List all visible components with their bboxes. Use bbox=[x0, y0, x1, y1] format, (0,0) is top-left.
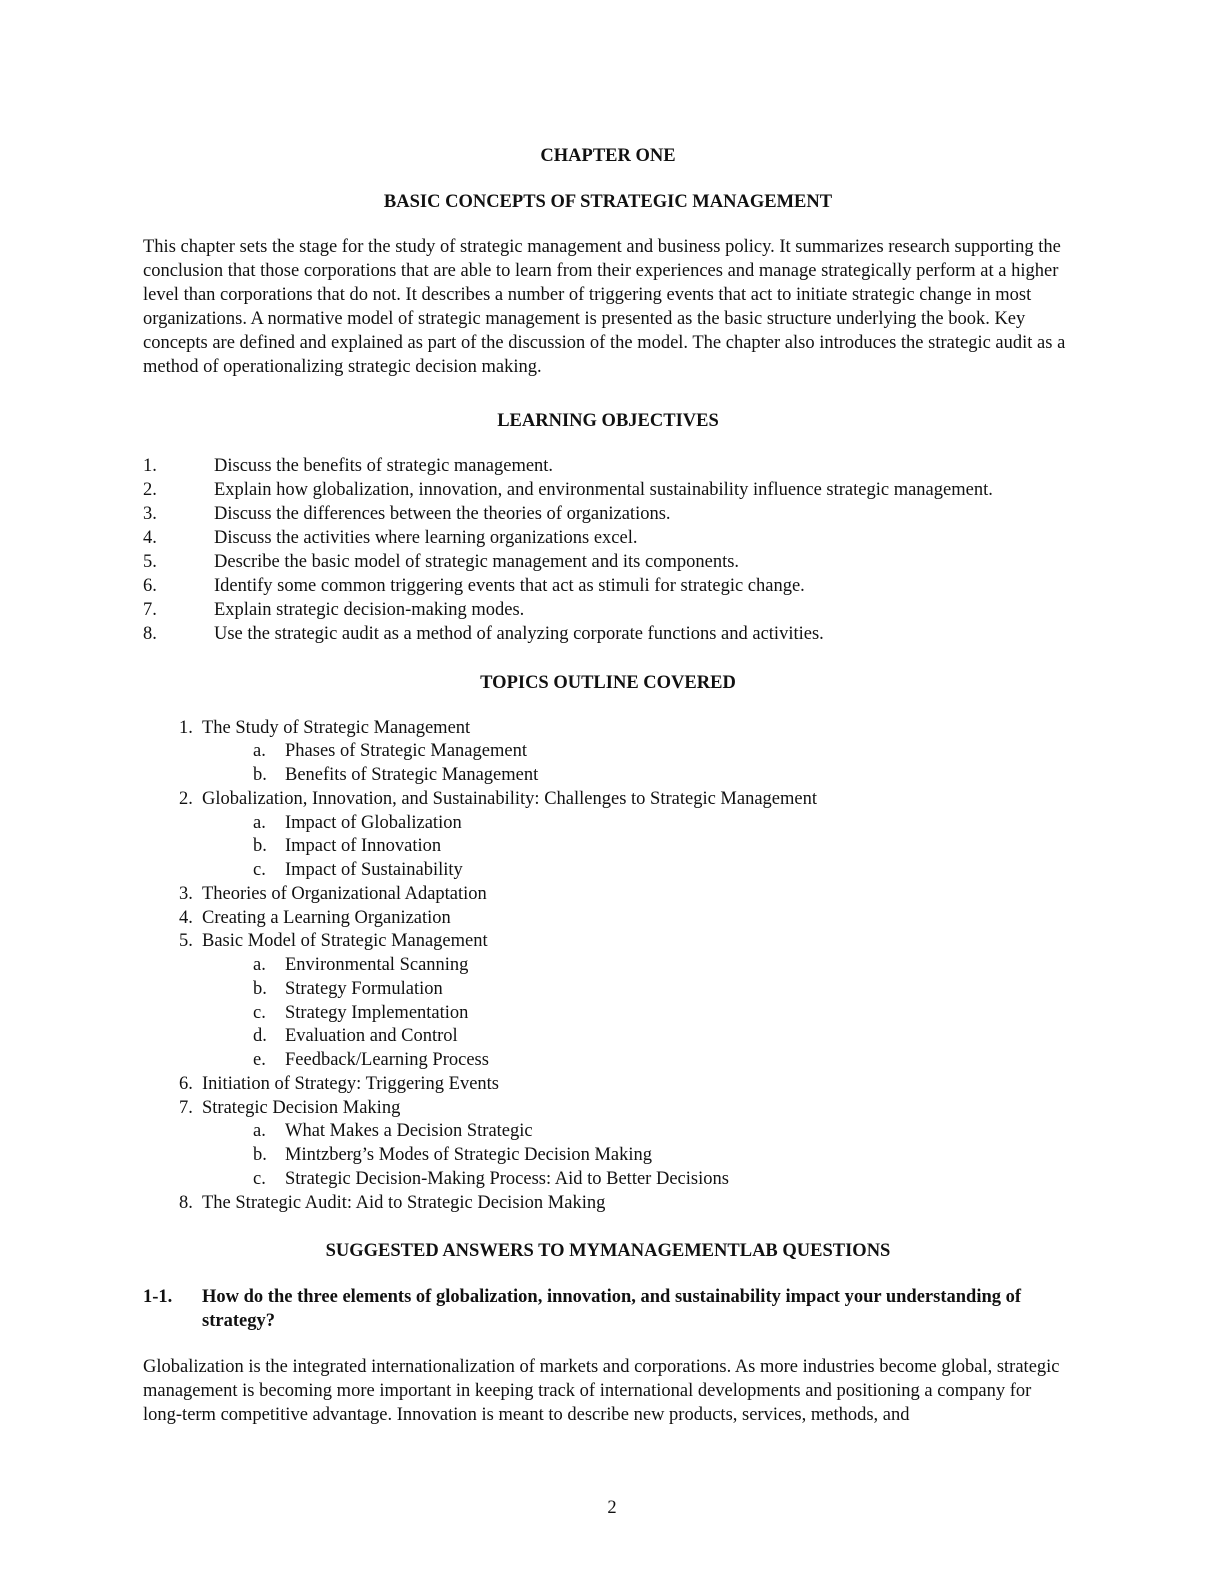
topic-number: 3. bbox=[179, 883, 193, 904]
topic-text: Theories of Organizational Adaptation bbox=[202, 883, 487, 904]
subtopic-text: Evaluation and Control bbox=[285, 1026, 458, 1047]
subtopic-item bbox=[143, 954, 1073, 978]
subtopic-letter-cell bbox=[143, 740, 285, 764]
subtopic-item bbox=[143, 1144, 1073, 1168]
topic-item bbox=[143, 717, 1073, 788]
topic-heading bbox=[143, 1073, 1073, 1097]
topic-heading bbox=[143, 907, 1073, 931]
objective-item bbox=[143, 479, 1073, 503]
objective-number: 6. bbox=[143, 575, 157, 596]
topic-text: The Study of Strategic Management bbox=[202, 717, 471, 738]
subtopic-item bbox=[143, 764, 1073, 788]
subtopic-letter-cell bbox=[143, 1144, 285, 1168]
subtopic-letter: c. bbox=[253, 860, 266, 881]
subtopic-letter-cell bbox=[143, 835, 285, 859]
subtopic-text: Impact of Globalization bbox=[285, 812, 462, 833]
topic-heading bbox=[143, 1097, 1073, 1121]
subtopic-text: Phases of Strategic Management bbox=[285, 741, 527, 762]
topic-heading bbox=[143, 788, 1073, 812]
subtopic-letter: c. bbox=[253, 1168, 266, 1189]
question-number: 1-1. bbox=[143, 1287, 173, 1308]
topic-text: Initiation of Strategy: Triggering Events bbox=[202, 1073, 500, 1094]
topic-number: 4. bbox=[179, 907, 193, 928]
subtopic-list bbox=[143, 1120, 1073, 1191]
objective-text: Use the strategic audit as a method of analyzing corporate functions and activities. bbox=[214, 623, 824, 644]
subtopic-letter: a. bbox=[253, 955, 266, 976]
objective-text: Discuss the differences between the theories of organizations. bbox=[214, 504, 671, 525]
subtopic-text: Strategy Formulation bbox=[285, 978, 443, 999]
topic-number-cell bbox=[143, 883, 202, 907]
topic-number-cell bbox=[143, 1192, 202, 1216]
subtopic-item bbox=[143, 859, 1073, 883]
subtopic-item bbox=[143, 812, 1073, 836]
subtopic-item bbox=[143, 978, 1073, 1002]
topic-item bbox=[143, 788, 1073, 883]
subtopic-letter: e. bbox=[253, 1050, 266, 1071]
subtopic-item bbox=[143, 1168, 1073, 1192]
topics-heading: TOPICS OUTLINE COVERED bbox=[480, 672, 736, 693]
topic-text: Strategic Decision Making bbox=[202, 1097, 401, 1118]
topic-number: 2. bbox=[179, 788, 193, 809]
objective-text: Identify some common triggering events that act as stimuli for strategic change. bbox=[214, 575, 805, 596]
objective-item bbox=[143, 599, 1073, 623]
objective-item bbox=[143, 503, 1073, 527]
question-1-1 bbox=[143, 1285, 1073, 1333]
subtopic-text: Impact of Innovation bbox=[285, 836, 442, 857]
subtopic-letter: b. bbox=[253, 1145, 267, 1166]
topic-heading bbox=[143, 930, 1073, 954]
topics-outline bbox=[143, 717, 1073, 1216]
subtopic-letter: b. bbox=[253, 836, 267, 857]
subtopic-letter-cell bbox=[143, 978, 285, 1002]
subtopic-text: Impact of Sustainability bbox=[285, 860, 463, 881]
document-page bbox=[143, 144, 1073, 1428]
topic-heading bbox=[143, 1192, 1073, 1216]
subtopic-item bbox=[143, 740, 1073, 764]
topic-number: 7. bbox=[179, 1097, 193, 1118]
objective-item bbox=[143, 551, 1073, 575]
subtopic-letter-cell bbox=[143, 764, 285, 788]
topic-item bbox=[143, 1073, 1073, 1097]
subtopic-letter-cell bbox=[143, 1168, 285, 1192]
objective-text: Discuss the activities where learning organizations excel. bbox=[214, 528, 638, 549]
objective-item bbox=[143, 455, 1073, 479]
topic-text: Basic Model of Strategic Management bbox=[202, 931, 488, 952]
topic-item bbox=[143, 883, 1073, 907]
intro-paragraph: This chapter sets the stage for the study of strategic management and business policy. It summarizes research supporting the conclusion that those corporations that are able to learn from their experiences and manage strategically perform at a higher level than corporations that do not. It describes a number of triggering events that act to initiate strategic change in most organizations. A normative model of strategic management is presented as the basic structure underlying the book. Key concepts are defined and explained as part of the discussion of the model. The chapter also introduces the strategic audit as a method of operationalizing strategic decision making. bbox=[143, 237, 1066, 377]
topic-number: 8. bbox=[179, 1192, 193, 1213]
topic-number-cell bbox=[143, 1073, 202, 1097]
objective-item bbox=[143, 575, 1073, 599]
subtopic-letter-cell bbox=[143, 1025, 285, 1049]
subtopic-letter: b. bbox=[253, 978, 267, 999]
subtopic-letter: a. bbox=[253, 1121, 266, 1142]
subtopic-letter: b. bbox=[253, 765, 267, 786]
objective-number: 5. bbox=[143, 552, 157, 573]
subtopic-letter: d. bbox=[253, 1026, 267, 1047]
objective-number: 3. bbox=[143, 504, 157, 525]
topic-number-cell bbox=[143, 930, 202, 954]
topic-text: The Strategic Audit: Aid to Strategic Decision Making bbox=[202, 1192, 606, 1213]
subtopic-list bbox=[143, 740, 1073, 788]
topic-number: 5. bbox=[179, 931, 193, 952]
topic-text: Globalization, Innovation, and Sustainability: Challenges to Strategic Management bbox=[202, 788, 817, 809]
subtopic-item bbox=[143, 1049, 1073, 1073]
topic-number-cell bbox=[143, 717, 202, 741]
chapter-label: CHAPTER ONE bbox=[540, 146, 676, 166]
learning-objectives-list bbox=[143, 455, 1073, 646]
objective-text: Explain how globalization, innovation, and environmental sustainability influence strategic management. bbox=[214, 480, 993, 501]
subtopic-text: Feedback/Learning Process bbox=[285, 1050, 489, 1071]
subtopic-item bbox=[143, 835, 1073, 859]
learning-objectives-heading: LEARNING OBJECTIVES bbox=[497, 411, 719, 432]
subtopic-letter: a. bbox=[253, 741, 266, 762]
topic-item bbox=[143, 907, 1073, 931]
subtopic-letter-cell bbox=[143, 954, 285, 978]
objective-text: Describe the basic model of strategic management and its components. bbox=[214, 552, 740, 573]
answer-paragraph: Globalization is the integrated internationalization of markets and corporations. As more industries become global, strategic management is becoming more important in keeping track of international developments and positioning a company for long-term competitive advantage. Innovation is meant to describe new products, services, methods, and bbox=[143, 1357, 1060, 1426]
topic-heading bbox=[143, 883, 1073, 907]
objective-number: 4. bbox=[143, 528, 157, 549]
objective-number: 2. bbox=[143, 480, 157, 501]
chapter-title: BASIC CONCEPTS OF STRATEGIC MANAGEMENT bbox=[383, 192, 833, 212]
subtopic-item bbox=[143, 1002, 1073, 1026]
topic-number: 1. bbox=[179, 717, 193, 738]
subtopic-letter-cell bbox=[143, 1120, 285, 1144]
topic-number: 6. bbox=[179, 1073, 193, 1094]
subtopic-text: Strategy Implementation bbox=[285, 1002, 469, 1023]
subtopic-text: Benefits of Strategic Management bbox=[285, 765, 539, 786]
subtopic-text: Mintzberg’s Modes of Strategic Decision Making bbox=[285, 1145, 653, 1166]
subtopic-letter-cell bbox=[143, 1049, 285, 1073]
subtopic-letter-cell bbox=[143, 859, 285, 883]
objective-text: Discuss the benefits of strategic management. bbox=[214, 456, 554, 477]
page-number: 2 bbox=[607, 1498, 617, 1518]
objective-item bbox=[143, 527, 1073, 551]
topic-item bbox=[143, 930, 1073, 1073]
subtopic-letter-cell bbox=[143, 1002, 285, 1026]
topic-number-cell bbox=[143, 907, 202, 931]
subtopic-text: Strategic Decision-Making Process: Aid to Better Decisions bbox=[285, 1168, 729, 1189]
topic-number-cell bbox=[143, 788, 202, 812]
subtopic-text: Environmental Scanning bbox=[285, 955, 469, 976]
subtopic-list bbox=[143, 812, 1073, 883]
objective-item bbox=[143, 623, 1073, 647]
topic-item bbox=[143, 1192, 1073, 1216]
topic-number-cell bbox=[143, 1097, 202, 1121]
subtopic-list bbox=[143, 954, 1073, 1073]
subtopic-letter: c. bbox=[253, 1002, 266, 1023]
subtopic-letter-cell bbox=[143, 812, 285, 836]
subtopic-text: What Makes a Decision Strategic bbox=[285, 1121, 533, 1142]
question-text: How do the three elements of globalization, innovation, and sustainability impact your understanding of strategy? bbox=[202, 1287, 1022, 1332]
answers-heading: SUGGESTED ANSWERS TO MYMANAGEMENTLAB QUESTIONS bbox=[325, 1241, 891, 1262]
subtopic-letter: a. bbox=[253, 812, 266, 833]
objective-number: 8. bbox=[143, 623, 157, 644]
topic-text: Creating a Learning Organization bbox=[202, 907, 451, 928]
subtopic-item bbox=[143, 1025, 1073, 1049]
objective-number: 1. bbox=[143, 456, 157, 477]
subtopic-item bbox=[143, 1120, 1073, 1144]
objective-text: Explain strategic decision-making modes. bbox=[214, 599, 525, 620]
objective-number: 7. bbox=[143, 599, 157, 620]
topic-item bbox=[143, 1097, 1073, 1192]
topic-heading bbox=[143, 717, 1073, 741]
